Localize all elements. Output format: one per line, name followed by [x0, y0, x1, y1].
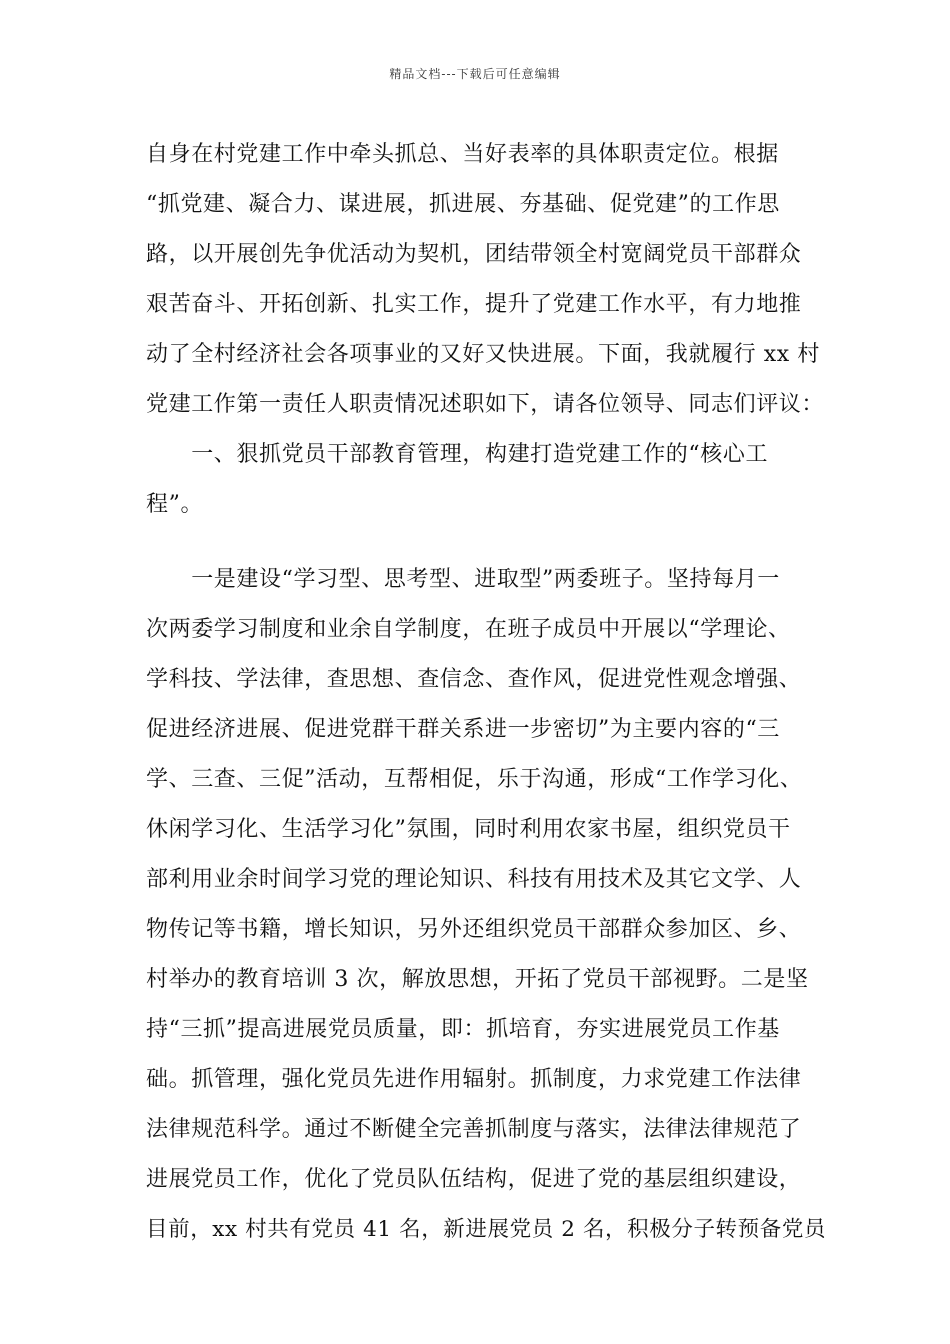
text-line: 目前，xx 村共有党员 41 名，新进展党员 2 名，积极分子转预备党员 — [146, 1217, 827, 1242]
text-line: 学科技、学法律，查思想、查信念、查作风，促进党性观念增强、 — [146, 667, 802, 692]
text-line: 法律规范科学。通过不断健全完善抓制度与落实，法律法律规范了 — [146, 1117, 802, 1142]
text-line: 次两委学习制度和业余自学制度，在班子成员中开展以“学理论、 — [146, 617, 791, 642]
text-line: 持“三抓”提高进展党员质量，即：抓培育，夯实进展党员工作基 — [146, 1017, 780, 1042]
text-line: 物传记等书籍，增长知识，另外还组织党员干部群众参加区、乡、 — [146, 917, 802, 942]
text-line: 础。抓管理，强化党员先进作用辐射。抓制度，力求党建工作法律 — [146, 1067, 802, 1092]
page-header: 精品文档---下载后可任意编辑 — [389, 67, 561, 81]
text-line: 艰苦奋斗、开拓创新、扎实工作，提升了党建工作水平，有力地推 — [146, 292, 802, 317]
document-body — [146, 130, 826, 1255]
text-line: 党建工作第一责任人职责情况述职如下，请各位领导、同志们评议： — [146, 392, 825, 417]
section-heading-line: 程”。 — [146, 492, 204, 517]
text-line: 一是建设“学习型、思考型、进取型”两委班子。坚持每月一 — [146, 567, 780, 592]
text-line: 动了全村经济社会各项事业的又好又快进展。下面，我就履行 xx 村 — [146, 342, 821, 367]
paragraph-gap — [146, 530, 826, 555]
text-line: 学、三查、三促”活动，互帮相促，乐于沟通，形成“工作学习化、 — [146, 767, 803, 792]
text-line: 部利用业余时间学习党的理论知识、科技有用技术及其它文学、人 — [146, 867, 802, 892]
text-line: 村举办的教育培训 3 次，解放思想，开拓了党员干部视野。二是坚 — [146, 967, 809, 992]
text-line: 路，以开展创先争优活动为契机，团结带领全村宽阔党员干部群众 — [146, 242, 802, 267]
section-heading-line: 一、狠抓党员干部教育管理，构建打造党建工作的“核心工 — [146, 442, 769, 467]
text-line: 自身在村党建工作中牵头抓总、当好表率的具体职责定位。根据 — [146, 142, 779, 167]
text-line: 休闲学习化、生活学习化”氛围，同时利用农家书屋，组织党员干 — [146, 817, 791, 842]
text-line: 促进经济进展、促进党群干群关系进一步密切”为主要内容的“三 — [146, 717, 780, 742]
text-line: “抓党建、凝合力、谋进展，抓进展、夯基础、促党建”的工作思 — [146, 192, 780, 217]
text-line: 进展党员工作，优化了党员队伍结构，促进了党的基层组织建设， — [146, 1167, 802, 1192]
